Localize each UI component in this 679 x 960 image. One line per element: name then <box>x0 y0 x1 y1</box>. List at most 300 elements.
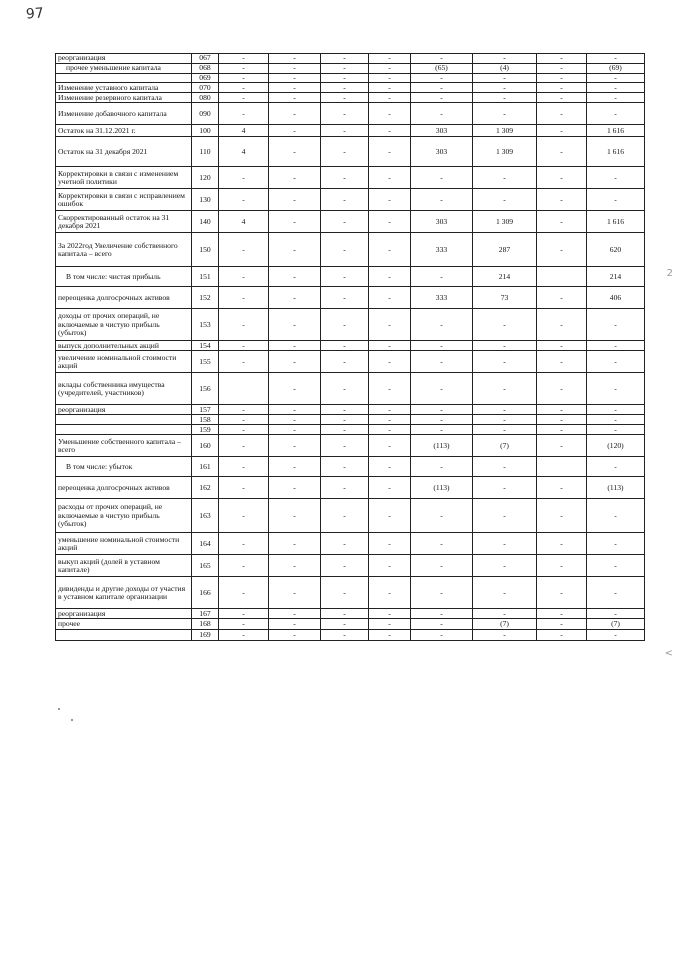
value-cell: - <box>587 577 645 609</box>
value-cell: - <box>219 415 269 425</box>
value-cell: - <box>537 233 587 267</box>
table-row <box>56 64 645 74</box>
value-cell: - <box>219 93 269 103</box>
value-cell: - <box>321 125 369 137</box>
value-cell: - <box>537 477 587 499</box>
value-cell: - <box>537 609 587 619</box>
value-cell: - <box>369 233 411 267</box>
row-label: реорганизация <box>56 54 192 64</box>
value-cell: - <box>219 619 269 630</box>
table-row <box>56 54 645 64</box>
value-cell: (113) <box>587 477 645 499</box>
value-cell: - <box>587 309 645 341</box>
value-cell: - <box>321 189 369 211</box>
value-cell: - <box>587 405 645 415</box>
value-cell: - <box>473 533 537 555</box>
row-label: расходы от прочих операций, не включаемые в чистую прибыль (убыток) <box>56 499 192 533</box>
row-code: 068 <box>192 64 219 74</box>
value-cell: - <box>473 477 537 499</box>
value-cell: - <box>219 167 269 189</box>
value-cell: - <box>369 341 411 351</box>
value-cell: 1 309 <box>473 125 537 137</box>
value-cell: - <box>369 630 411 641</box>
value-cell: - <box>587 351 645 373</box>
value-cell: (69) <box>587 64 645 74</box>
value-cell: - <box>321 83 369 93</box>
value-cell: - <box>473 351 537 373</box>
value-cell: - <box>537 137 587 167</box>
value-cell: - <box>411 54 473 64</box>
row-code: 166 <box>192 577 219 609</box>
value-cell: - <box>369 287 411 309</box>
value-cell: - <box>473 341 537 351</box>
value-cell: - <box>369 577 411 609</box>
value-cell: - <box>369 167 411 189</box>
value-cell: - <box>473 309 537 341</box>
row-label: переоценка долгосрочных активов <box>56 477 192 499</box>
value-cell: - <box>269 103 321 125</box>
value-cell: - <box>411 577 473 609</box>
value-cell: - <box>219 189 269 211</box>
value-cell: - <box>369 457 411 477</box>
value-cell: - <box>369 425 411 435</box>
value-cell: - <box>321 415 369 425</box>
row-label: реорганизация <box>56 609 192 619</box>
value-cell: - <box>219 74 269 83</box>
value-cell: - <box>321 457 369 477</box>
row-label <box>56 415 192 425</box>
value-cell: (113) <box>411 477 473 499</box>
value-cell: - <box>537 54 587 64</box>
value-cell: - <box>587 555 645 577</box>
value-cell: - <box>587 167 645 189</box>
value-cell: - <box>537 83 587 93</box>
row-label: В том числе: убыток <box>56 457 192 477</box>
table-row <box>56 211 645 233</box>
value-cell: - <box>369 54 411 64</box>
value-cell: - <box>321 287 369 309</box>
value-cell: 406 <box>587 287 645 309</box>
value-cell: 1 616 <box>587 211 645 233</box>
value-cell: - <box>587 425 645 435</box>
value-cell: - <box>269 137 321 167</box>
value-cell: - <box>537 125 587 137</box>
value-cell: - <box>411 425 473 435</box>
value-cell: - <box>587 609 645 619</box>
value-cell: (4) <box>473 64 537 74</box>
value-cell: - <box>219 83 269 93</box>
value-cell: - <box>587 341 645 351</box>
value-cell: - <box>219 405 269 415</box>
row-code: 150 <box>192 233 219 267</box>
row-code: 164 <box>192 533 219 555</box>
value-cell: - <box>369 609 411 619</box>
value-cell: (7) <box>473 435 537 457</box>
value-cell: 1 309 <box>473 137 537 167</box>
value-cell: 4 <box>219 211 269 233</box>
value-cell: - <box>321 533 369 555</box>
value-cell: - <box>369 405 411 415</box>
table-row <box>56 457 645 477</box>
row-label: Остаток на 31.12.2021 г. <box>56 125 192 137</box>
value-cell: - <box>537 499 587 533</box>
value-cell: - <box>537 211 587 233</box>
row-label: прочее <box>56 619 192 630</box>
table-row <box>56 533 645 555</box>
value-cell: - <box>269 64 321 74</box>
value-cell: - <box>269 435 321 457</box>
value-cell: - <box>219 577 269 609</box>
table-row <box>56 435 645 457</box>
row-label <box>56 425 192 435</box>
value-cell: - <box>269 609 321 619</box>
value-cell: 1 309 <box>473 211 537 233</box>
row-code: 070 <box>192 83 219 93</box>
row-label: уменьшение номинальной стоимости акций <box>56 533 192 555</box>
value-cell: - <box>269 267 321 287</box>
row-code: 158 <box>192 415 219 425</box>
value-cell: - <box>321 555 369 577</box>
row-label: Изменение уставного капитала <box>56 83 192 93</box>
value-cell: - <box>537 630 587 641</box>
value-cell: - <box>537 415 587 425</box>
value-cell: - <box>321 211 369 233</box>
value-cell: - <box>219 103 269 125</box>
value-cell: - <box>321 477 369 499</box>
value-cell: - <box>321 267 369 287</box>
value-cell: - <box>321 233 369 267</box>
value-cell: - <box>369 103 411 125</box>
value-cell: - <box>269 93 321 103</box>
value-cell: - <box>587 189 645 211</box>
value-cell: - <box>473 103 537 125</box>
value-cell: (65) <box>411 64 473 74</box>
value-cell: - <box>537 555 587 577</box>
value-cell: - <box>411 103 473 125</box>
value-cell: - <box>219 287 269 309</box>
margin-mark: 2 <box>666 268 673 279</box>
value-cell: - <box>411 630 473 641</box>
value-cell: - <box>269 125 321 137</box>
value-cell: - <box>269 630 321 641</box>
value-cell: 287 <box>473 233 537 267</box>
value-cell: - <box>537 425 587 435</box>
value-cell: - <box>269 83 321 93</box>
value-cell: - <box>321 609 369 619</box>
row-code: 067 <box>192 54 219 64</box>
row-label: Корректировки в связи с изменением учетной политики <box>56 167 192 189</box>
value-cell: - <box>219 630 269 641</box>
value-cell: - <box>473 405 537 415</box>
value-cell: - <box>321 619 369 630</box>
row-code: 140 <box>192 211 219 233</box>
value-cell: - <box>587 630 645 641</box>
row-code: 120 <box>192 167 219 189</box>
row-code: 165 <box>192 555 219 577</box>
value-cell: - <box>269 457 321 477</box>
row-label <box>56 630 192 641</box>
row-label: выпуск дополнительных акций <box>56 341 192 351</box>
value-cell <box>537 267 587 287</box>
value-cell: - <box>269 499 321 533</box>
row-label: Остаток на 31 декабря 2021 <box>56 137 192 167</box>
value-cell: - <box>411 609 473 619</box>
row-code: 159 <box>192 425 219 435</box>
table-row <box>56 93 645 103</box>
value-cell: - <box>321 103 369 125</box>
value-cell: - <box>537 103 587 125</box>
value-cell: - <box>537 74 587 83</box>
value-cell: - <box>269 373 321 405</box>
value-cell: - <box>537 533 587 555</box>
value-cell: - <box>537 287 587 309</box>
value-cell: 303 <box>411 211 473 233</box>
row-label: выкуп акций (долей в уставном капитале) <box>56 555 192 577</box>
value-cell: - <box>321 373 369 405</box>
table-row <box>56 341 645 351</box>
value-cell: - <box>473 93 537 103</box>
row-code: 152 <box>192 287 219 309</box>
value-cell: - <box>219 351 269 373</box>
row-label: Уменьшение собственного капитала – всего <box>56 435 192 457</box>
value-cell: - <box>473 555 537 577</box>
value-cell: - <box>369 83 411 93</box>
value-cell: - <box>411 373 473 405</box>
value-cell: - <box>411 189 473 211</box>
value-cell: - <box>369 125 411 137</box>
value-cell: - <box>369 435 411 457</box>
value-cell: - <box>219 54 269 64</box>
row-code: 169 <box>192 630 219 641</box>
value-cell: - <box>321 309 369 341</box>
value-cell: - <box>411 83 473 93</box>
row-code: 153 <box>192 309 219 341</box>
value-cell: - <box>411 457 473 477</box>
value-cell: - <box>269 577 321 609</box>
row-label: Корректировки в связи с исправлением ошибок <box>56 189 192 211</box>
value-cell: - <box>411 341 473 351</box>
value-cell: - <box>321 577 369 609</box>
value-cell: - <box>321 425 369 435</box>
value-cell: 214 <box>587 267 645 287</box>
table-row <box>56 477 645 499</box>
scan-speck <box>58 708 60 710</box>
value-cell: - <box>219 233 269 267</box>
value-cell: - <box>369 477 411 499</box>
value-cell: - <box>537 167 587 189</box>
table-row <box>56 83 645 93</box>
value-cell: - <box>587 415 645 425</box>
value-cell: - <box>411 555 473 577</box>
value-cell: - <box>587 54 645 64</box>
value-cell: 333 <box>411 233 473 267</box>
value-cell: - <box>537 373 587 405</box>
row-label: вклады собственника имущества (учредителей, участников) <box>56 373 192 405</box>
row-label: дивиденды и другие доходы от участия в уставном капитале организации <box>56 577 192 609</box>
value-cell: 4 <box>219 137 269 167</box>
table-row <box>56 74 645 83</box>
table-row <box>56 103 645 125</box>
value-cell: - <box>369 189 411 211</box>
value-cell: - <box>219 309 269 341</box>
value-cell: - <box>369 64 411 74</box>
row-label: В том числе: чистая прибыль <box>56 267 192 287</box>
value-cell: - <box>269 233 321 267</box>
value-cell: (120) <box>587 435 645 457</box>
value-cell: - <box>219 477 269 499</box>
row-code: 154 <box>192 341 219 351</box>
value-cell <box>537 457 587 477</box>
value-cell: - <box>369 267 411 287</box>
row-code: 168 <box>192 619 219 630</box>
value-cell: - <box>411 405 473 415</box>
value-cell: 73 <box>473 287 537 309</box>
value-cell: - <box>473 373 537 405</box>
table-row <box>56 577 645 609</box>
value-cell: 214 <box>473 267 537 287</box>
margin-mark: < <box>664 648 673 659</box>
value-cell: - <box>321 54 369 64</box>
table-row <box>56 619 645 630</box>
value-cell: - <box>269 167 321 189</box>
row-code: 080 <box>192 93 219 103</box>
value-cell: - <box>537 351 587 373</box>
value-cell: - <box>473 577 537 609</box>
value-cell: - <box>321 93 369 103</box>
value-cell: - <box>473 74 537 83</box>
table-row <box>56 373 645 405</box>
value-cell: - <box>587 74 645 83</box>
value-cell: - <box>269 74 321 83</box>
value-cell: - <box>537 309 587 341</box>
value-cell: - <box>411 74 473 83</box>
value-cell: - <box>473 415 537 425</box>
value-cell: - <box>269 477 321 499</box>
value-cell: - <box>537 619 587 630</box>
value-cell: - <box>219 499 269 533</box>
value-cell: - <box>269 287 321 309</box>
row-label: Скорректированный остаток на 31 декабря 2021 <box>56 211 192 233</box>
value-cell: - <box>269 415 321 425</box>
value-cell: - <box>219 609 269 619</box>
value-cell: - <box>411 499 473 533</box>
value-cell: - <box>473 609 537 619</box>
value-cell: - <box>369 533 411 555</box>
table-body <box>56 54 645 641</box>
row-code: 162 <box>192 477 219 499</box>
value-cell: - <box>411 619 473 630</box>
value-cell: - <box>369 137 411 167</box>
value-cell: - <box>473 499 537 533</box>
value-cell: - <box>269 405 321 415</box>
value-cell: - <box>219 435 269 457</box>
row-label: прочее уменьшение капитала <box>56 64 192 74</box>
value-cell: - <box>369 555 411 577</box>
row-code: 167 <box>192 609 219 619</box>
value-cell: - <box>369 93 411 103</box>
value-cell: - <box>587 457 645 477</box>
row-label: увеличение номинальной стоимости акций <box>56 351 192 373</box>
value-cell: - <box>411 415 473 425</box>
value-cell: - <box>269 341 321 351</box>
value-cell: - <box>369 74 411 83</box>
row-label: За 2022год Увеличение собственного капитала – всего <box>56 233 192 267</box>
value-cell: - <box>473 457 537 477</box>
value-cell: - <box>269 533 321 555</box>
row-code: 110 <box>192 137 219 167</box>
value-cell: - <box>219 341 269 351</box>
table-row <box>56 267 645 287</box>
table-row <box>56 555 645 577</box>
value-cell: - <box>269 351 321 373</box>
value-cell: 1 616 <box>587 137 645 167</box>
value-cell: - <box>537 577 587 609</box>
value-cell: - <box>369 619 411 630</box>
value-cell: - <box>269 425 321 435</box>
value-cell: - <box>537 64 587 74</box>
value-cell: 4 <box>219 125 269 137</box>
value-cell: - <box>321 341 369 351</box>
value-cell: - <box>369 415 411 425</box>
table-row <box>56 415 645 425</box>
value-cell: - <box>411 309 473 341</box>
row-label: Изменение резервного капитала <box>56 93 192 103</box>
value-cell: - <box>473 425 537 435</box>
table-row <box>56 287 645 309</box>
value-cell: 333 <box>411 287 473 309</box>
value-cell: - <box>411 533 473 555</box>
value-cell: 303 <box>411 137 473 167</box>
value-cell: (113) <box>411 435 473 457</box>
row-code: 069 <box>192 74 219 83</box>
row-code: 163 <box>192 499 219 533</box>
value-cell: - <box>369 373 411 405</box>
value-cell: - <box>269 189 321 211</box>
value-cell: - <box>473 630 537 641</box>
value-cell: - <box>219 267 269 287</box>
value-cell: - <box>321 167 369 189</box>
value-cell: - <box>473 189 537 211</box>
table-row <box>56 125 645 137</box>
row-code: 100 <box>192 125 219 137</box>
row-label: Изменение добавочного капитала <box>56 103 192 125</box>
value-cell: - <box>321 137 369 167</box>
value-cell: - <box>473 54 537 64</box>
value-cell: - <box>321 499 369 533</box>
value-cell: - <box>269 555 321 577</box>
row-code: 156 <box>192 373 219 405</box>
value-cell: - <box>219 457 269 477</box>
value-cell: (7) <box>473 619 537 630</box>
value-cell: - <box>411 267 473 287</box>
value-cell: - <box>587 499 645 533</box>
row-code: 161 <box>192 457 219 477</box>
table-row <box>56 309 645 341</box>
value-cell: - <box>269 309 321 341</box>
value-cell: - <box>473 83 537 93</box>
value-cell: - <box>269 211 321 233</box>
table-row <box>56 167 645 189</box>
value-cell: - <box>537 93 587 103</box>
value-cell <box>219 373 269 405</box>
value-cell: - <box>473 167 537 189</box>
value-cell: - <box>587 103 645 125</box>
value-cell: - <box>411 351 473 373</box>
value-cell: - <box>321 435 369 457</box>
table-row <box>56 405 645 415</box>
value-cell: - <box>219 64 269 74</box>
value-cell: - <box>587 533 645 555</box>
